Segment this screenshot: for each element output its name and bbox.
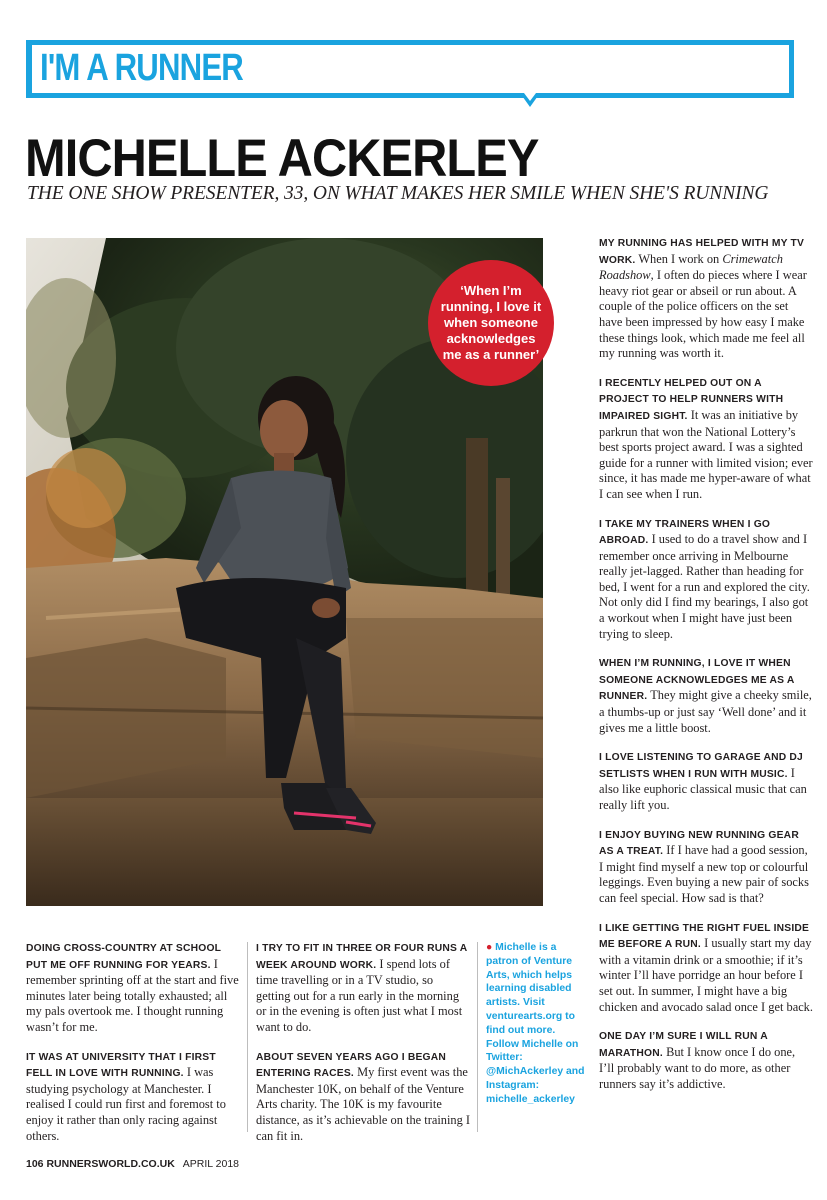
paragraph-lead: DOING CROSS-COUNTRY AT SCHOOL PUT ME OFF RUNNING FOR YEARS. [26,943,221,971]
pull-quote [428,260,554,386]
info-note-text: Michelle is a patron of Venture Arts, which helps learning disabled artists. Visit venturearts.org to find out more. Follow Michelle on Twitter: @MichAckerley and Instagram: michelle_ackerley [486,942,585,1105]
site-name: RUNNERSWORLD.CO.UK [46,1158,175,1170]
standfirst: THE ONE SHOW PRESENTER, 33, ON WHAT MAKES HER SMILE WHEN SHE'S RUNNING [27,183,769,204]
paragraph: DOING CROSS-COUNTRY AT SCHOOL PUT ME OFF RUNNING FOR YEARS. I remember sprinting off at the start and five minutes later being totally exhausted; all my pals overtook me. I thought running wasn’t for me. [26,943,239,1034]
paragraph: WHEN I’M RUNNING, I LOVE IT WHEN SOMEONE ACKNOWLEDGES ME AS A RUNNER. They might give a cheeky smile, a thumbs-up or just say ‘Well done’ and it gives me a little boost. [599,658,812,735]
info-note [486,941,586,1107]
right-column [599,235,813,1106]
paragraph: I ENJOY BUYING NEW RUNNING GEAR AS A TREAT. If I have had a good session, I might find myself a new top or colourful leggings. Even buying a new pair of socks can feel special. How sad is that? [599,829,809,905]
paragraph-lead: I TRY TO FIT IN THREE OR FOUR RUNS A WEEK AROUND WORK. [256,943,468,971]
paragraph-lead: I RECENTLY HELPED OUT ON A PROJECT TO HELP RUNNERS WITH IMPAIRED SIGHT. [599,377,784,422]
paragraph: I RECENTLY HELPED OUT ON A PROJECT TO HELP RUNNERS WITH IMPAIRED SIGHT. It was an initiative by parkrun that won the National Lottery’s best sports project award. I was a sighted guide for a runner with limited vision; ever since, it has made me hyper-aware of what I can see when I run. [599,377,813,501]
paragraph: MY RUNNING HAS HELPED WITH MY TV WORK. When I work on Crimewatch Roadshow, I often do pieces where I wear heavy riot gear or abseil or run about. A couple of the police officers on the set have been impressed by how easy I make these things look, which made me feel all my running was worth it. [599,238,807,361]
paragraph-lead: I ENJOY BUYING NEW RUNNING GEAR AS A TREAT. [599,829,799,858]
paragraph: ABOUT SEVEN YEARS AGO I BEGAN ENTERING RACES. My first event was the Manchester 10K, on behalf of the Venture Arts charity. The 10K is my favourite distance, as it’s achievable on the training I can fit in. [256,1051,471,1143]
paragraph: IT WAS AT UNIVERSITY THAT I FIRST FELL IN LOVE WITH RUNNING. I was studying psychology at Manchester. I realised I could run first and foremost to enjoy it rather than only racing against others. [26,1051,226,1143]
paragraph: I TRY TO FIT IN THREE OR FOUR RUNS A WEEK AROUND WORK. I spend lots of time travelling or in a TV studio, so getting out for a run early in the morning or in the evening is often just what I most want to do. [256,943,468,1034]
show-title: Crimewatch Roadshow [599,251,783,283]
issue-date: APRIL 2018 [182,1158,240,1170]
bottom-column-2 [256,940,470,1157]
paragraph-lead: ABOUT SEVEN YEARS AGO I BEGAN ENTERING RACES. [256,1051,447,1080]
column-divider [247,942,248,1132]
paragraph-lead: I LIKE GETTING THE RIGHT FUEL INSIDE ME BEFORE A RUN. [599,922,810,951]
paragraph-lead: IT WAS AT UNIVERSITY THAT I FIRST FELL IN LOVE WITH RUNNING. [26,1051,216,1080]
bullet-icon: ● [486,942,493,953]
paragraph: I TAKE MY TRAINERS WHEN I GO ABROAD. I used to do a travel show and I remember once arriving in Melbourne really jet-lagged. Rather than heading for bed, I went for a run and explored the city. Not only did I find my bearings, I also got a workout when I might have just been trying to sleep. [599,518,810,641]
banner-left-bar [26,40,32,98]
page-title: MICHELLE ACKERLEY [25,129,539,188]
section-title: I'M A RUNNER [40,47,243,89]
page-number: 106 [26,1158,44,1170]
paragraph-lead: I TAKE MY TRAINERS WHEN I GO ABROAD. [599,518,771,547]
bottom-column-1 [26,940,241,1157]
paragraph-lead: MY RUNNING HAS HELPED WITH MY TV WORK. [599,238,805,266]
paragraph-lead: WHEN I’M RUNNING, I LOVE IT WHEN SOMEONE ACKNOWLEDGES ME AS A RUNNER. [599,658,795,703]
paragraph: I LOVE LISTENING TO GARAGE AND DJ SETLISTS WHEN I RUN WITH MUSIC. I also like euphoric classical music that can really lift you. [599,752,807,812]
paragraph-lead: ONE DAY I’M SURE I WILL RUN A MARATHON. [599,1031,768,1059]
page-footer [26,1158,239,1170]
paragraph: ONE DAY I’M SURE I WILL RUN A MARATHON. But I know once I do one, I’ll probably want to do more, as other runners say it’s addictive. [599,1031,796,1091]
pull-quote-text: ‘When I’m running, I love it when someone acknowledges me as a runner’ [440,283,542,362]
column-divider [477,942,478,1132]
paragraph-lead: I LOVE LISTENING TO GARAGE AND DJ SETLISTS WHEN I RUN WITH MUSIC. [599,752,803,780]
paragraph: I LIKE GETTING THE RIGHT FUEL INSIDE ME BEFORE A RUN. I usually start my day with a vitamin drink or a smoothie; if it’s winter I’ll have porridge an hour before I set out. In summer, I might have a big chicken and avocado salad once I get back. [599,922,813,1014]
